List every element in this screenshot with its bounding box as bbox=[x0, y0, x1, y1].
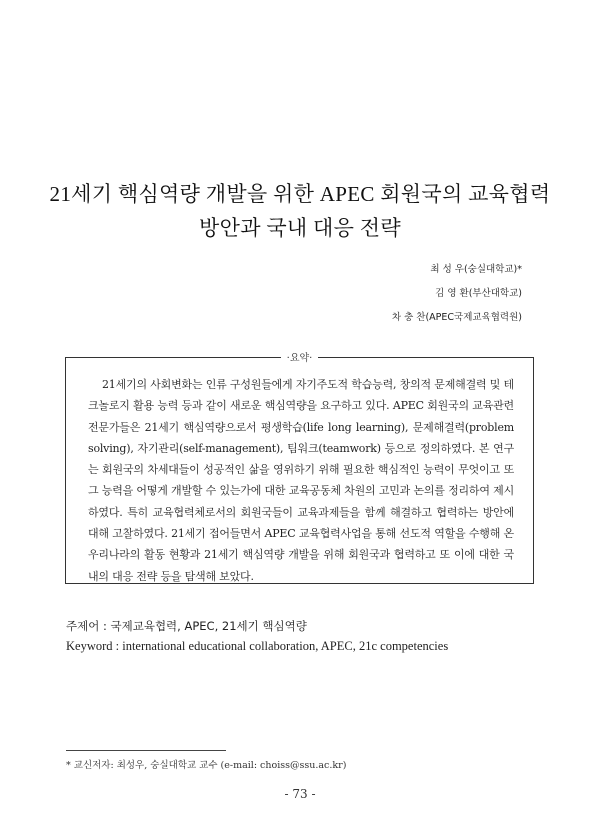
footnote-divider bbox=[66, 750, 226, 751]
abstract-label: ·요약· bbox=[66, 349, 533, 364]
page-number: - 73 - bbox=[284, 787, 316, 801]
paper-title-line-1: 21세기 핵심역량 개발을 위한 APEC 회원국의 교육협력 bbox=[49, 182, 551, 206]
author-2: 김 영 환(부산대학교) bbox=[435, 288, 522, 299]
author-list bbox=[392, 263, 522, 335]
abstract-paragraph: 21세기의 사회변화는 인류 구성원들에게 자기주도적 학습능력, 창의적 문제해결력 및 테크놀로지 활용 능력 등과 같이 새로운 핵심역량을 요구하고 있다. APEC 회원국의 교육관련 전문가들은 21세기 핵심역량으로서 평생학습(life long learning), 문제해결력(problem solving), 자기관리(self-management), 팀워크(teamwork) 등으로 정의하였다. 본 연구는 회원국의 차세대들이 성공적인 삶을 영위하기 위해 필요한 핵심적인 능력이 무엇이고 또 그 능력을 어떻게 개발할 수 있는가에 대한 교육공동체 차원의 고민과 논의를 정리하여 제시하였다. 특히 교육협력체로서의 회원국들이 교육과제들을 함께 해결하고 협력하는 방안에 대해 고찰하였다. 21세기 접어들면서 APEC 교육협력사업을 통해 선도적 역할을 수행해 온 우리나라의 활동 현황과 21세기 핵심역량 개발을 위해 회원국과 협력하고 또 이에 대한 국내의 대응 전략 등을 탐색해 보았다. bbox=[88, 378, 514, 583]
author-3: 차 충 찬(APEC국제교육협력원) bbox=[391, 312, 522, 323]
keywords-korean: 주제어 : 국제교육협력, APEC, 21세기 핵심역량 bbox=[66, 619, 307, 633]
corresponding-author-footnote: * 교신저자: 최성우, 숭실대학교 교수 (e-mail: choiss@ssu.ac.kr) bbox=[66, 760, 347, 771]
abstract-text bbox=[88, 374, 514, 587]
author-1: 최 성 우(숭실대학교)* bbox=[430, 264, 522, 275]
paper-title-line-2: 방안과 국내 대응 전략 bbox=[199, 216, 401, 240]
keywords-english: Keyword : international educational collaboration, APEC, 21c competencies bbox=[66, 639, 449, 653]
keywords-block bbox=[66, 616, 448, 656]
